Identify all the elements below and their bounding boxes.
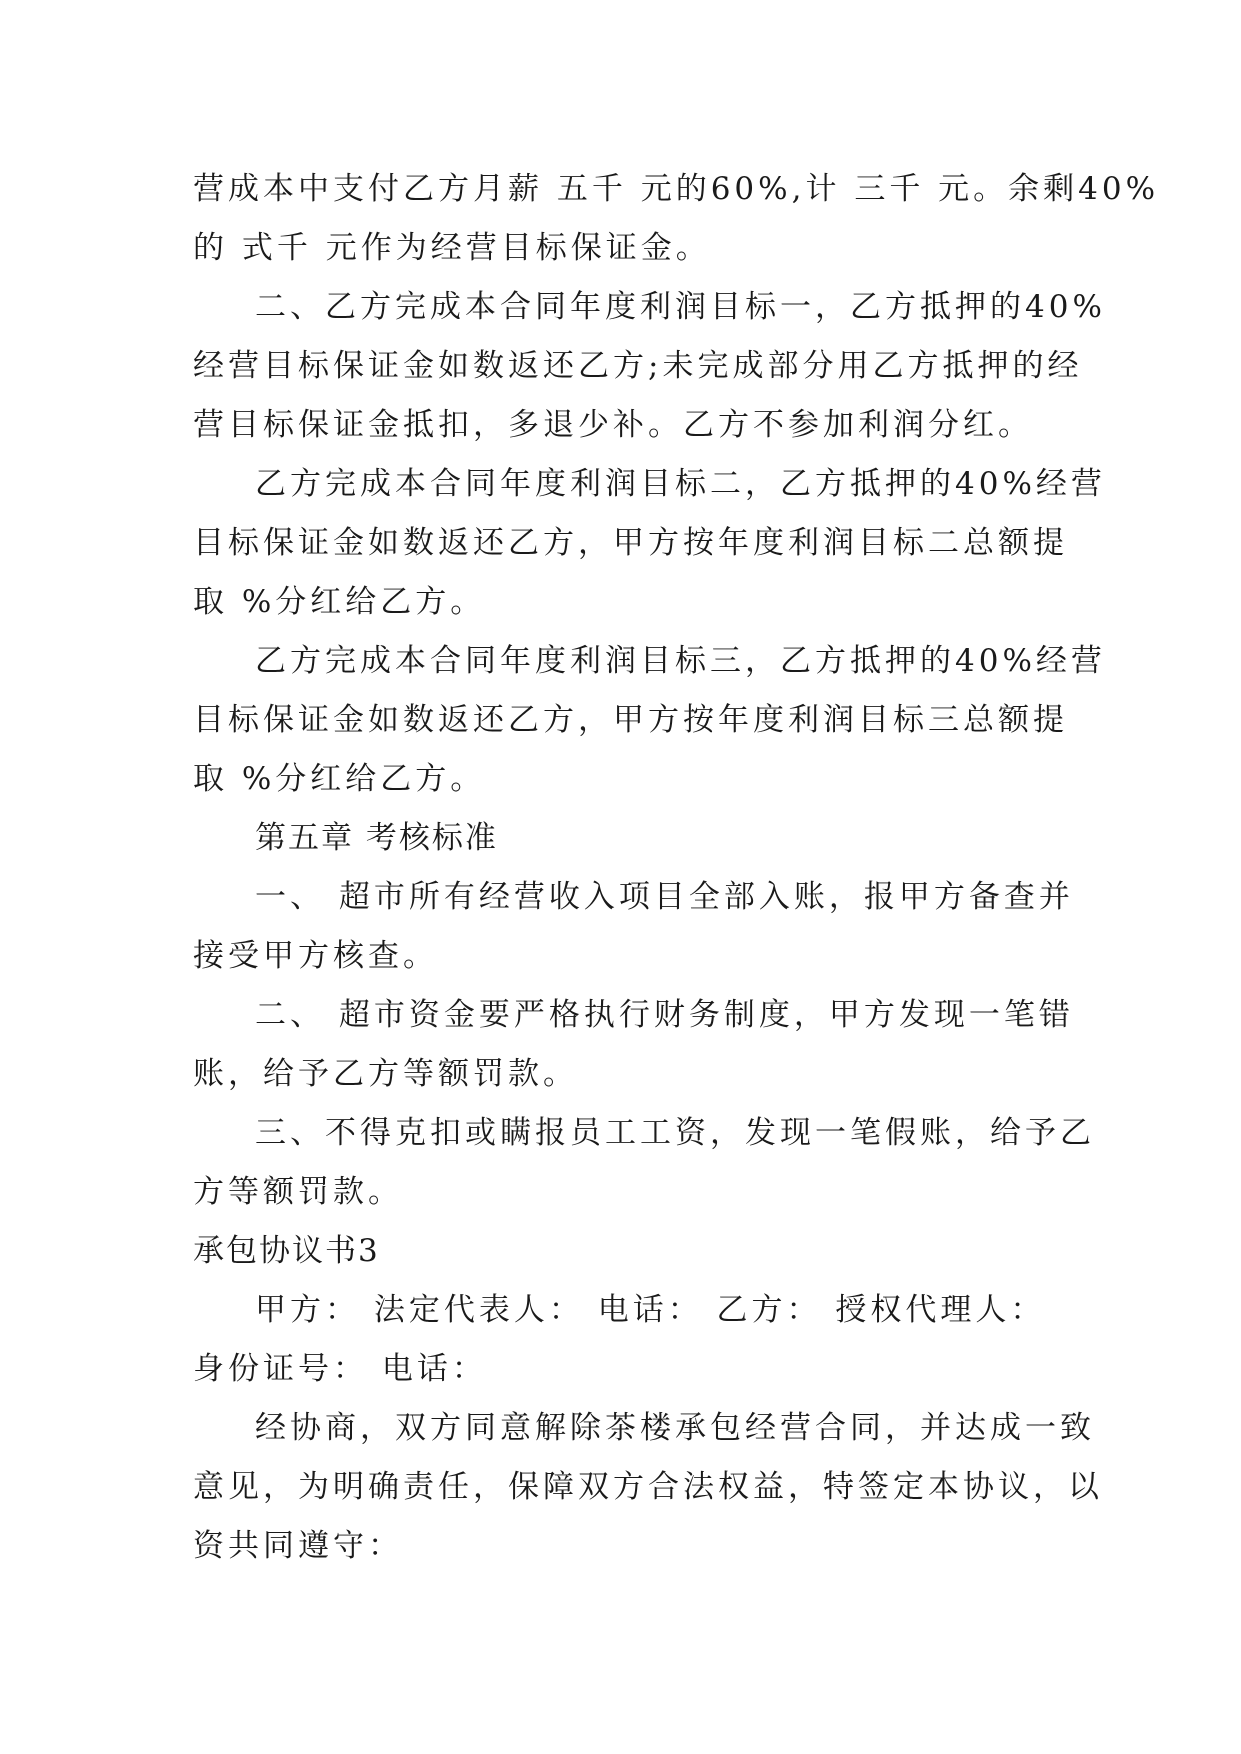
text-line: 营成本中支付乙方月薪 五千 元的60%,计 三千 元。余剩40% — [193, 171, 1160, 207]
text-line: 经协商，双方同意解除茶楼承包经营合同，并达成一致 — [255, 1410, 1095, 1446]
document-title: 承包协议书3 — [193, 1233, 380, 1269]
text-line: 目标保证金如数返还乙方，甲方按年度利润目标三总额提 — [193, 702, 1068, 738]
text-line: 取 %分红给乙方。 — [193, 584, 486, 620]
text-line: 意见，为明确责任，保障双方合法权益，特签定本协议，以 — [193, 1469, 1103, 1505]
text-line: 经营目标保证金如数返还乙方;未完成部分用乙方抵押的经 — [193, 348, 1083, 384]
text-line: 甲方： 法定代表人： 电话： 乙方： 授权代理人： — [255, 1292, 1046, 1328]
text-line: 乙方完成本合同年度利润目标三，乙方抵押的40%经营 — [255, 643, 1106, 679]
text-line: 二、 超市资金要严格执行财务制度，甲方发现一笔错 — [255, 997, 1074, 1033]
text-line: 方等额罚款。 — [193, 1174, 403, 1210]
text-line: 一、 超市所有经营收入项目全部入账，报甲方备查并 — [255, 879, 1074, 915]
text-line: 的 式千 元作为经营目标保证金。 — [193, 230, 711, 266]
text-line: 取 %分红给乙方。 — [193, 761, 486, 797]
text-line: 营目标保证金抵扣，多退少补。乙方不参加利润分红。 — [193, 407, 1033, 443]
chapter-heading: 第五章 考核标准 — [255, 820, 498, 856]
text-line: 乙方完成本合同年度利润目标二，乙方抵押的40%经营 — [255, 466, 1106, 502]
text-line: 资共同遵守： — [193, 1528, 403, 1564]
document-body — [193, 160, 1160, 1576]
text-line: 二、乙方完成本合同年度利润目标一，乙方抵押的40% — [255, 289, 1106, 325]
text-line: 目标保证金如数返还乙方，甲方按年度利润目标二总额提 — [193, 525, 1068, 561]
text-line: 三、不得克扣或瞒报员工工资，发现一笔假账，给予乙 — [255, 1115, 1095, 1151]
text-line: 接受甲方核查。 — [193, 938, 438, 974]
text-line: 账，给予乙方等额罚款。 — [193, 1056, 578, 1092]
text-line: 身份证号： 电话： — [193, 1351, 487, 1387]
